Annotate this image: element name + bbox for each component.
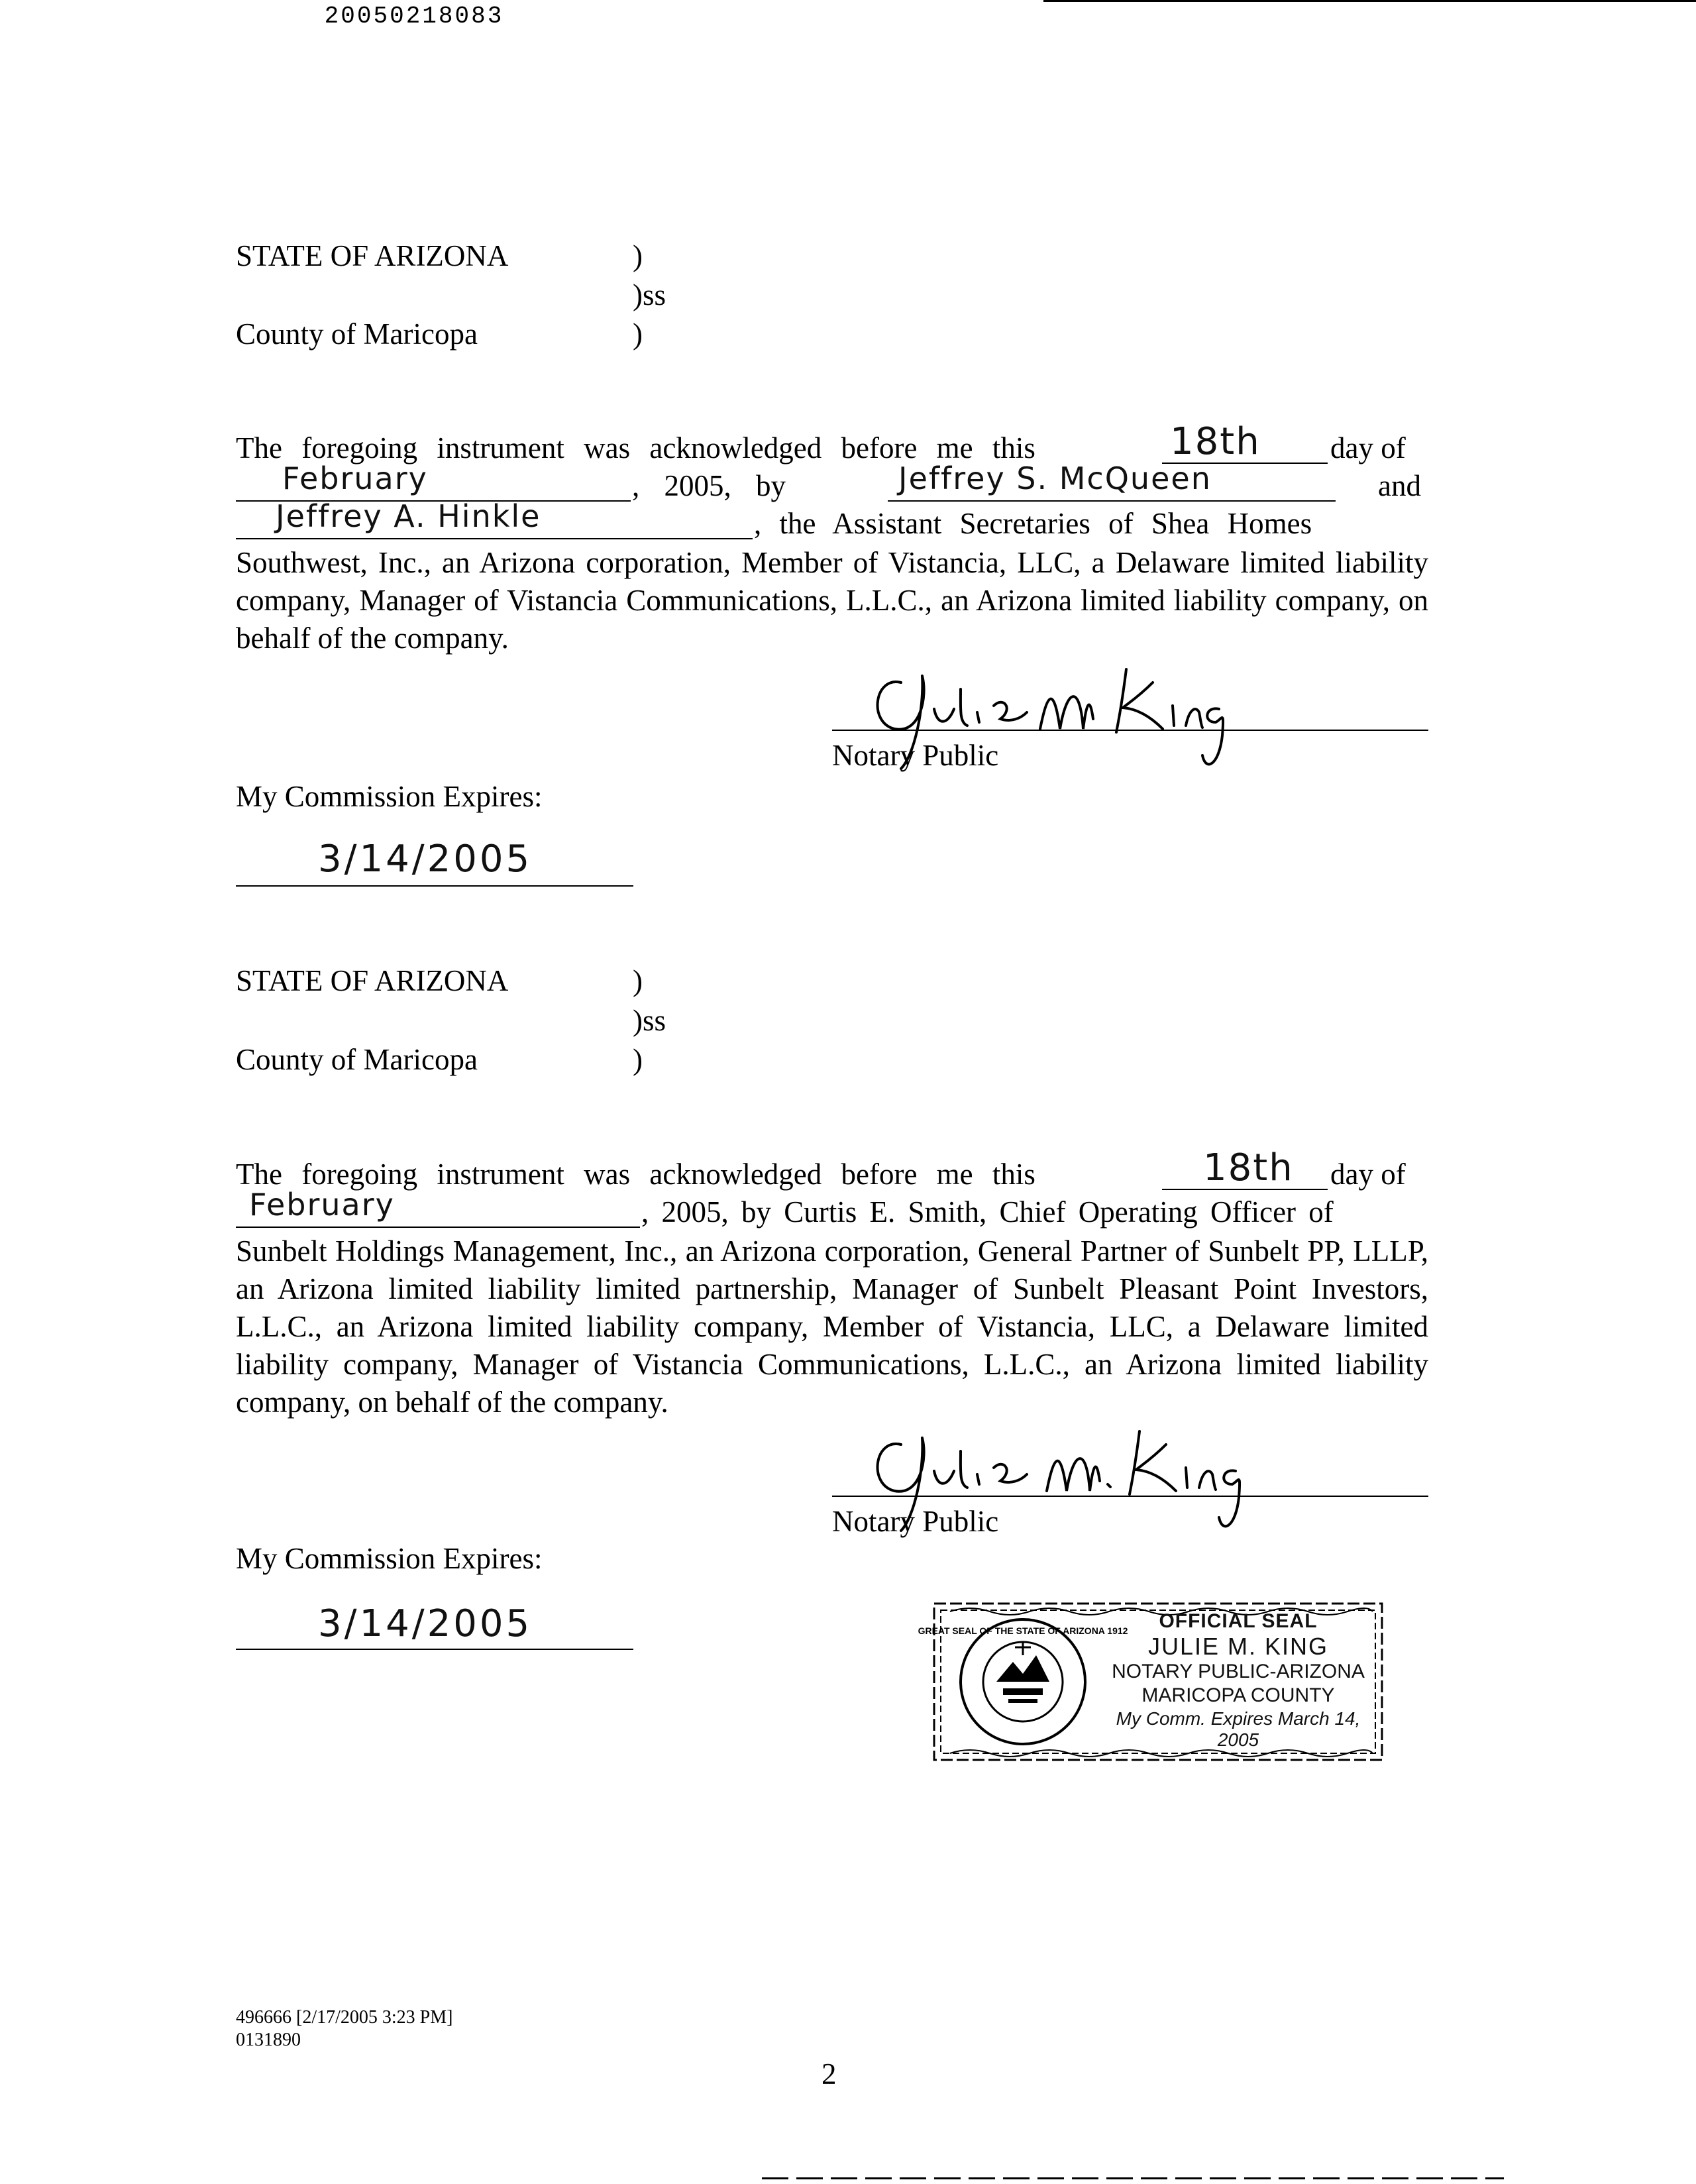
signature-line-2 bbox=[832, 1496, 1428, 1497]
footer-code: 0131890 bbox=[236, 2030, 301, 2050]
venue-paren-close: ) bbox=[633, 317, 643, 351]
footer-doc-id: 496666 [2/17/2005 3:23 PM] bbox=[236, 2007, 453, 2028]
venue-county: County of Maricopa bbox=[236, 1043, 478, 1076]
and-text: and bbox=[1378, 469, 1421, 502]
notary-public-label: Notary Public bbox=[832, 1505, 999, 1538]
top-rule bbox=[1043, 0, 1696, 2]
ack-line-1 bbox=[236, 1146, 1428, 1195]
venue-state: STATE OF ARIZONA bbox=[236, 239, 509, 272]
commission-date-line bbox=[236, 1649, 633, 1650]
signature-line-1 bbox=[832, 730, 1428, 731]
venue-paren-open: ) bbox=[633, 964, 643, 997]
name1-blank bbox=[888, 500, 1336, 502]
handwritten-name-1: Jeffrey S. McQueen bbox=[898, 461, 1212, 496]
month-blank bbox=[236, 1227, 640, 1228]
handwritten-month: February bbox=[249, 1187, 395, 1223]
notary-public-label: Notary Public bbox=[832, 739, 999, 772]
handwritten-day: 18th bbox=[1203, 1146, 1294, 1189]
emblem-text: GREAT SEAL OF THE STATE OF ARIZONA 1912 bbox=[918, 1625, 1128, 1636]
handwritten-month: February bbox=[282, 461, 428, 496]
seal-line-4: MARICOPA COUNTY bbox=[1141, 1684, 1335, 1706]
venue-state: STATE OF ARIZONA bbox=[236, 964, 509, 997]
handwritten-commission-date: 3/14/2005 bbox=[318, 838, 533, 881]
year-by-text: , 2005, by bbox=[632, 469, 786, 502]
handwritten-commission-date: 3/14/2005 bbox=[318, 1602, 533, 1645]
ack-line-3 bbox=[236, 498, 1428, 544]
bottom-dashed-rule bbox=[762, 2177, 1504, 2179]
day-of-text: day of bbox=[1330, 431, 1406, 464]
venue-paren-open: ) bbox=[633, 239, 643, 272]
ack-paragraph-rest: Southwest, Inc., an Arizona corporation, Member of Vistancia, LLC, a Delaware limited liability company, Manager of Vistancia Communications, L.L.C., an Arizona limited liability company, on behalf of the company. bbox=[236, 546, 1428, 655]
venue-paren-close: ) bbox=[633, 1043, 643, 1076]
commission-label: My Commission Expires: bbox=[236, 1542, 543, 1575]
venue-county: County of Maricopa bbox=[236, 317, 478, 351]
venue-ss: )ss bbox=[633, 1004, 666, 1037]
state-seal-emblem bbox=[918, 1615, 1128, 1748]
handwritten-day: 18th bbox=[1170, 420, 1261, 463]
ack-text: The foregoing instrument was acknowledged before me this bbox=[236, 1158, 1035, 1191]
ack-line-2 bbox=[236, 1187, 1428, 1232]
handwritten-name-2: Jeffrey A. Hinkle bbox=[276, 498, 541, 534]
ack-paragraph-rest: Sunbelt Holdings Management, Inc., an Arizona corporation, General Partner of Sunbelt PP, LLLP, an Arizona limited liability limited partnership, Manager of Sunbelt Pleasant Point Investors, L.L.C., an Arizona limited liability company, Member of Vistancia, LLC, a Delaware limited liability company, Manager of Vistancia Communications, L.L.C., an Arizona limited liability company, on behalf of the company. bbox=[236, 1234, 1428, 1419]
seal-line-3: NOTARY PUBLIC-ARIZONA bbox=[1112, 1661, 1365, 1682]
commission-date-line bbox=[236, 885, 633, 887]
commission-label: My Commission Expires: bbox=[236, 780, 543, 813]
page-number: 2 bbox=[822, 2057, 837, 2091]
venue-ss: )ss bbox=[633, 278, 666, 311]
official-notary-seal bbox=[918, 1600, 1386, 1764]
day-of-text: day of bbox=[1330, 1158, 1406, 1191]
ack-text: The foregoing instrument was acknowledged before me this bbox=[236, 431, 1035, 464]
recording-number: 20050218083 bbox=[324, 3, 504, 30]
name2-blank bbox=[236, 538, 753, 539]
seal-line-1: OFFICIAL SEAL bbox=[1159, 1610, 1318, 1632]
seal-line-5: My Comm. Expires March 14, 2005 bbox=[1116, 1708, 1361, 1750]
seal-line-2: JULIE M. KING bbox=[1147, 1633, 1329, 1660]
assistant-secretaries-text: , the Assistant Secretaries of Shea Homes bbox=[754, 507, 1312, 540]
year-by-officer-text: , 2005, by Curtis E. Smith, Chief Operating Officer of bbox=[641, 1195, 1334, 1228]
